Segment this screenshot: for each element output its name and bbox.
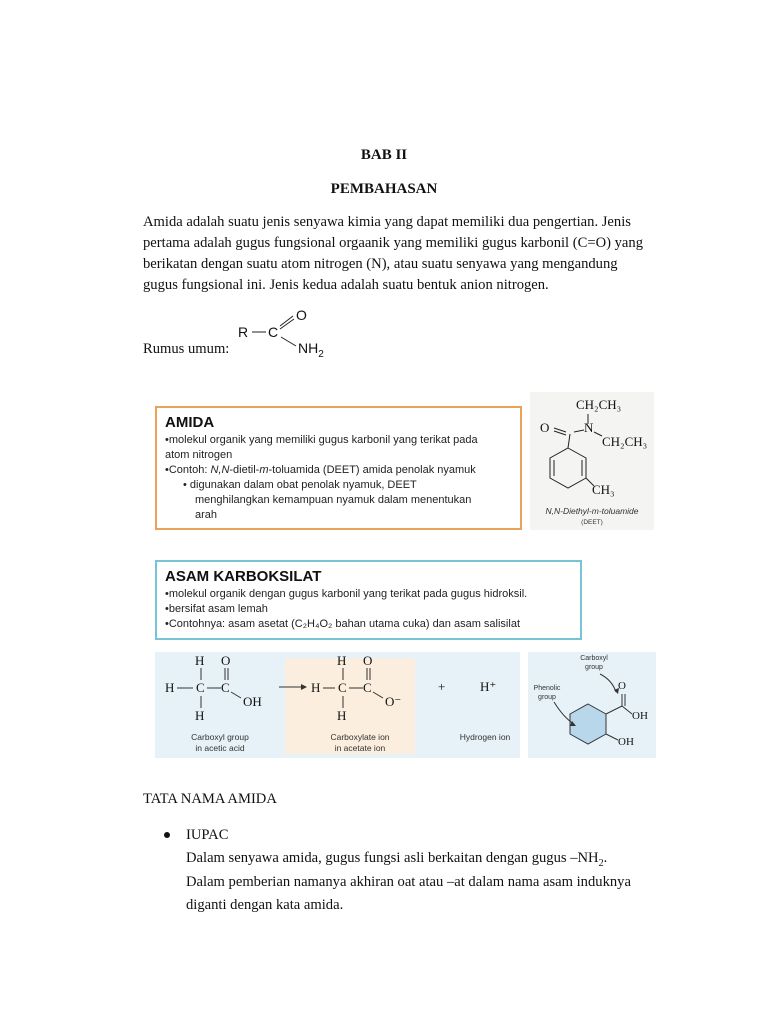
salicylic-oh-carboxyl: OH	[632, 710, 648, 722]
label-line: group	[585, 664, 603, 671]
plus-sign: +	[438, 679, 446, 694]
label-line: Phenolic	[533, 685, 561, 692]
carboxyl-group-label	[574, 654, 614, 672]
caption-line: Carboxylate ion	[330, 732, 390, 742]
iupac-subscript: 2	[598, 858, 604, 869]
intro-line: berikatan dengan suatu atom nitrogen (N), atau suatu senyawa yang mengandung	[143, 256, 618, 272]
formula-label: Rumus umum:	[143, 341, 230, 357]
formula-nh2	[298, 340, 324, 360]
acetate-ominus: O⁻	[385, 694, 402, 709]
iupac-line-text: Dalam senyawa amida, gugus fungsi asli berkaitan dengan gugus –NH	[186, 850, 599, 866]
acid-oh: OH	[243, 694, 262, 709]
phenolic-group-label	[528, 684, 566, 702]
formula-nh: NH	[298, 340, 319, 356]
label-line: group	[538, 694, 556, 701]
amida-example-post: -toluamida (DEET) amida penolak nyamuk	[268, 464, 476, 476]
acid-h-left: H	[165, 680, 175, 695]
deet-right-ethyl: CH₂CH₃	[602, 434, 648, 449]
asam-line: •bersifat asam lemah	[165, 603, 268, 615]
chapter-number: BAB II	[360, 147, 408, 163]
caption-acetic	[175, 732, 265, 754]
caption-hydrogen: Hydrogen ion	[459, 732, 511, 742]
reaction-panel	[155, 652, 520, 758]
bullet-icon	[164, 832, 170, 838]
deet-methyl: CH₃	[592, 482, 615, 497]
salicylic-panel	[528, 652, 656, 758]
label-line: Carboxyl	[580, 655, 608, 662]
deet-top-ethyl: CH₂CH₃	[576, 397, 622, 412]
acetate-h-top: H	[337, 653, 347, 668]
formula-c: C	[268, 324, 279, 340]
iupac-list-item	[164, 824, 684, 917]
amida-example-mid: -dietil-	[229, 464, 260, 476]
salicylic-o: O	[618, 680, 626, 692]
hydrogen-ion: H⁺	[480, 679, 497, 694]
intro-line: pertama adalah gugus fungsional orgaanik yang memiliki gugus karbonil (C=O) yang	[143, 235, 643, 251]
deet-caption-abbr: (DEET)	[581, 519, 603, 526]
caption-line: in acetic acid	[195, 743, 245, 753]
amida-subline: • digunakan dalam obat penolak nyamuk, DEET	[183, 479, 417, 491]
acid-h-top: H	[195, 653, 205, 668]
chapter-title: PEMBAHASAN	[330, 181, 438, 197]
formula-o: O	[296, 307, 307, 323]
caption-line: Carboxyl group	[191, 732, 249, 742]
asam-line: •molekul organik dengan gugus karbonil yang terikat pada gugus hidroksil.	[165, 588, 528, 600]
formula-r: R	[238, 324, 249, 340]
iupac-line: diganti dengan kata amida.	[186, 897, 344, 913]
acetate-h-bottom: H	[337, 708, 347, 723]
deet-structure	[530, 392, 654, 530]
intro-paragraph	[143, 212, 643, 296]
asam-title: ASAM KARBOKSILAT	[165, 568, 322, 585]
acid-c2: C	[221, 680, 230, 695]
acid-h-bottom: H	[195, 708, 205, 723]
acetate-c2: C	[363, 680, 372, 695]
deet-caption: N,N-Diethyl-m-toluamide	[545, 506, 639, 516]
iupac-line-end: .	[603, 850, 608, 866]
caption-acetate	[315, 732, 405, 754]
acetate-c1: C	[338, 680, 347, 695]
asam-box	[155, 560, 582, 640]
amida-subline: arah	[195, 509, 218, 521]
amida-example-pre: •Contoh:	[165, 464, 211, 476]
amida-example-italic: N,N	[210, 464, 230, 476]
intro-line: Amida adalah suatu jenis senyawa kimia yang dapat memiliki dua pengertian. Jenis	[143, 214, 631, 230]
intro-line: gugus fungsional ini. Jenis kedua adalah suatu bentuk anion nitrogen.	[143, 277, 549, 293]
amida-line: atom nitrogen	[165, 449, 233, 461]
deet-oxygen: O	[540, 420, 550, 435]
acid-o: O	[221, 653, 231, 668]
formula-sub: 2	[318, 349, 324, 360]
acid-c1: C	[196, 680, 205, 695]
amida-line: •molekul organik yang memiliki gugus karbonil yang terikat pada	[165, 434, 478, 446]
amida-box	[155, 406, 522, 530]
iupac-line: Dalam pemberian namanya akhiran oat atau –at dalam nama asam induknya	[186, 874, 631, 890]
amide-general-formula	[236, 306, 346, 360]
section-title: TATA NAMA AMIDA	[143, 791, 277, 807]
amida-example-italic: m	[259, 464, 269, 476]
asam-line: •Contohnya: asam asetat (C₂H₄O₂ bahan utama cuka) dan asam salisilat	[165, 618, 520, 630]
amida-subline: menghilangkan kemampuan nyamuk dalam menentukan	[195, 494, 472, 506]
acetate-h-left: H	[311, 680, 321, 695]
amida-title: AMIDA	[165, 414, 215, 431]
acetate-o: O	[363, 653, 373, 668]
iupac-label: IUPAC	[186, 827, 229, 843]
amide-structure-svg	[236, 306, 346, 356]
salicylic-oh-phenol: OH	[618, 736, 634, 748]
amida-line	[165, 463, 512, 478]
deet-nitrogen: N	[584, 420, 594, 435]
iupac-line	[186, 847, 684, 871]
caption-line: in acetate ion	[334, 743, 386, 753]
